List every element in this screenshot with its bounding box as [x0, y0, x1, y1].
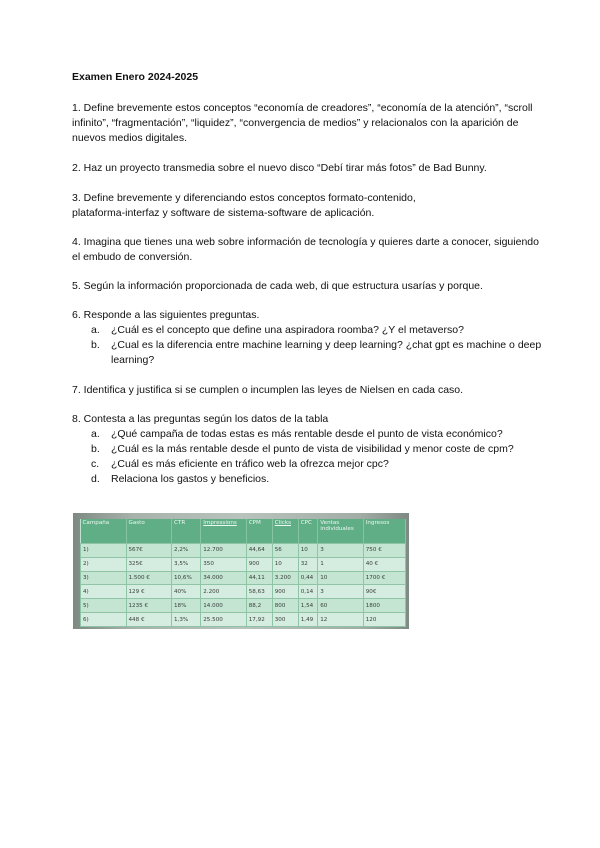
- cell-ctr: 40%: [172, 585, 201, 599]
- question-6-item-b: [91, 338, 542, 368]
- cell-cpc: 0,44: [298, 571, 318, 585]
- cell-cpm: 44,64: [246, 544, 272, 558]
- cell-clicks: 800: [272, 599, 298, 613]
- cell-campaign: 2): [81, 557, 127, 571]
- question-7-text: 7. Identifica y justifica si se cumplen o incumplen las leyes de Nielsen en cada caso.: [72, 384, 464, 396]
- table-body: [81, 544, 406, 627]
- cell-sales: 3: [318, 585, 364, 599]
- item-text: ¿Cuál es la más rentable desde el punto de vista de visibilidad y menor coste de cpm?: [111, 443, 514, 455]
- header-impressions: Impressions: [201, 519, 247, 544]
- item-text: ¿Cual es la diferencia entre machine learning y deep learning? ¿chat gpt es machine o deep learning?: [111, 339, 542, 366]
- header-cpc: CPC: [298, 519, 318, 544]
- question-8: [72, 412, 542, 487]
- question-6-subitems: [72, 323, 542, 368]
- table-row: [81, 599, 406, 613]
- cell-ctr: 10,6%: [172, 571, 201, 585]
- table-row: [81, 557, 406, 571]
- question-5: [72, 279, 542, 294]
- cell-ctr: 2,2%: [172, 544, 201, 558]
- item-text: ¿Cuál es el concepto que define una aspiradora roomba? ¿Y el metaverso?: [111, 324, 464, 336]
- item-text: ¿Qué campaña de todas estas es más rentable desde el punto de vista económico?: [111, 428, 503, 440]
- question-7: [72, 383, 542, 398]
- cell-cpc: 0,14: [298, 585, 318, 599]
- header-revenue: Ingresos: [363, 519, 405, 544]
- question-6: [72, 308, 542, 368]
- item-marker: b.: [91, 443, 100, 455]
- cell-spend: 448 €: [126, 613, 172, 627]
- campaign-table-wrapper: [80, 519, 406, 627]
- cell-impressions: 2.200: [201, 585, 247, 599]
- item-marker: a.: [91, 324, 100, 336]
- question-2: [72, 161, 542, 176]
- table-row: [81, 571, 406, 585]
- question-8-item-b: [91, 442, 542, 457]
- question-3: [72, 191, 542, 221]
- question-4-text: 4. Imagina que tienes una web sobre información de tecnología y quieres darte a conocer, siguiendo el embudo de conversión.: [72, 236, 539, 263]
- header-campaign: Campaña: [81, 519, 127, 544]
- question-2-text: 2. Haz un proyecto transmedia sobre el nuevo disco “Debí tirar más fotos” de Bad Bunny.: [72, 162, 487, 174]
- question-3-line-2: plataforma-interfaz y software de sistema-software de aplicación.: [72, 207, 375, 219]
- question-8-item-d: [91, 472, 542, 487]
- header-sales: Ventas individuales: [318, 519, 364, 544]
- question-4: [72, 235, 542, 265]
- cell-cpm: 58,63: [246, 585, 272, 599]
- cell-sales: 3: [318, 544, 364, 558]
- campaign-table: [80, 519, 406, 627]
- cell-spend: 567€: [126, 544, 172, 558]
- question-5-text: 5. Según la información proporcionada de cada web, di que estructura usarías y porque.: [72, 280, 483, 292]
- cell-clicks: 300: [272, 613, 298, 627]
- header-clicks: Clicks: [272, 519, 298, 544]
- header-cpm: CPM: [246, 519, 272, 544]
- cell-spend: 129 €: [126, 585, 172, 599]
- question-8-subitems: [72, 427, 542, 487]
- cell-campaign: 4): [81, 585, 127, 599]
- cell-cpm: 900: [246, 557, 272, 571]
- cell-campaign: 6): [81, 613, 127, 627]
- question-8-item-a: [91, 427, 542, 442]
- item-marker: a.: [91, 428, 100, 440]
- cell-sales: 1: [318, 557, 364, 571]
- campaign-table-photo: [73, 513, 409, 629]
- cell-revenue: 120: [363, 613, 405, 627]
- question-1-text: 1. Define brevemente estos conceptos “economía de creadores”, “economía de la atención”, “scroll infinito”, “fragmentación”, “liquidez”, “convergencia de medios” y relacionalos con la aparición de nuevos medios digitales.: [72, 102, 533, 144]
- cell-sales: 12: [318, 613, 364, 627]
- cell-cpc: 32: [298, 557, 318, 571]
- cell-spend: 1235 €: [126, 599, 172, 613]
- cell-clicks: 900: [272, 585, 298, 599]
- cell-campaign: 3): [81, 571, 127, 585]
- cell-cpm: 44,11: [246, 571, 272, 585]
- cell-cpc: 1,54: [298, 599, 318, 613]
- cell-clicks: 3.200: [272, 571, 298, 585]
- cell-clicks: 56: [272, 544, 298, 558]
- cell-impressions: 14.000: [201, 599, 247, 613]
- cell-revenue: 1800: [363, 599, 405, 613]
- cell-sales: 10: [318, 571, 364, 585]
- cell-cpm: 88,2: [246, 599, 272, 613]
- cell-campaign: 1): [81, 544, 127, 558]
- question-6-item-a: [91, 323, 542, 338]
- cell-impressions: 25.500: [201, 613, 247, 627]
- exam-title: Examen Enero 2024-2025: [72, 71, 199, 83]
- cell-campaign: 5): [81, 599, 127, 613]
- question-3-line-1: 3. Define brevemente y diferenciando estos conceptos formato-contenido,: [72, 192, 416, 204]
- table-row: [81, 613, 406, 627]
- cell-impressions: 350: [201, 557, 247, 571]
- item-text: Relaciona los gastos y beneficios.: [111, 473, 270, 485]
- item-text: ¿Cuál es más eficiente en tráfico web la ofrezca mejor cpc?: [111, 458, 389, 470]
- cell-revenue: 90€: [363, 585, 405, 599]
- question-1: [72, 101, 542, 146]
- table-row: [81, 544, 406, 558]
- cell-revenue: 750 €: [363, 544, 405, 558]
- table-header-row: [81, 519, 406, 544]
- cell-spend: 325€: [126, 557, 172, 571]
- question-6-text: 6. Responde a las siguientes preguntas.: [72, 309, 260, 321]
- cell-revenue: 1700 €: [363, 571, 405, 585]
- cell-sales: 60: [318, 599, 364, 613]
- table-row: [81, 585, 406, 599]
- cell-ctr: 1,3%: [172, 613, 201, 627]
- cell-impressions: 34.000: [201, 571, 247, 585]
- header-spend: Gasto: [126, 519, 172, 544]
- cell-ctr: 18%: [172, 599, 201, 613]
- cell-revenue: 40 €: [363, 557, 405, 571]
- header-ctr: CTR: [172, 519, 201, 544]
- cell-cpc: 1,49: [298, 613, 318, 627]
- question-8-item-c: [91, 457, 542, 472]
- cell-ctr: 3,5%: [172, 557, 201, 571]
- cell-cpc: 10: [298, 544, 318, 558]
- question-8-text: 8. Contesta a las preguntas según los datos de la tabla: [72, 413, 329, 425]
- item-marker: b.: [91, 339, 100, 351]
- cell-spend: 1.500 €: [126, 571, 172, 585]
- cell-clicks: 10: [272, 557, 298, 571]
- cell-cpm: 17,92: [246, 613, 272, 627]
- item-marker: d.: [91, 473, 100, 485]
- cell-impressions: 12.700: [201, 544, 247, 558]
- item-marker: c.: [91, 458, 100, 470]
